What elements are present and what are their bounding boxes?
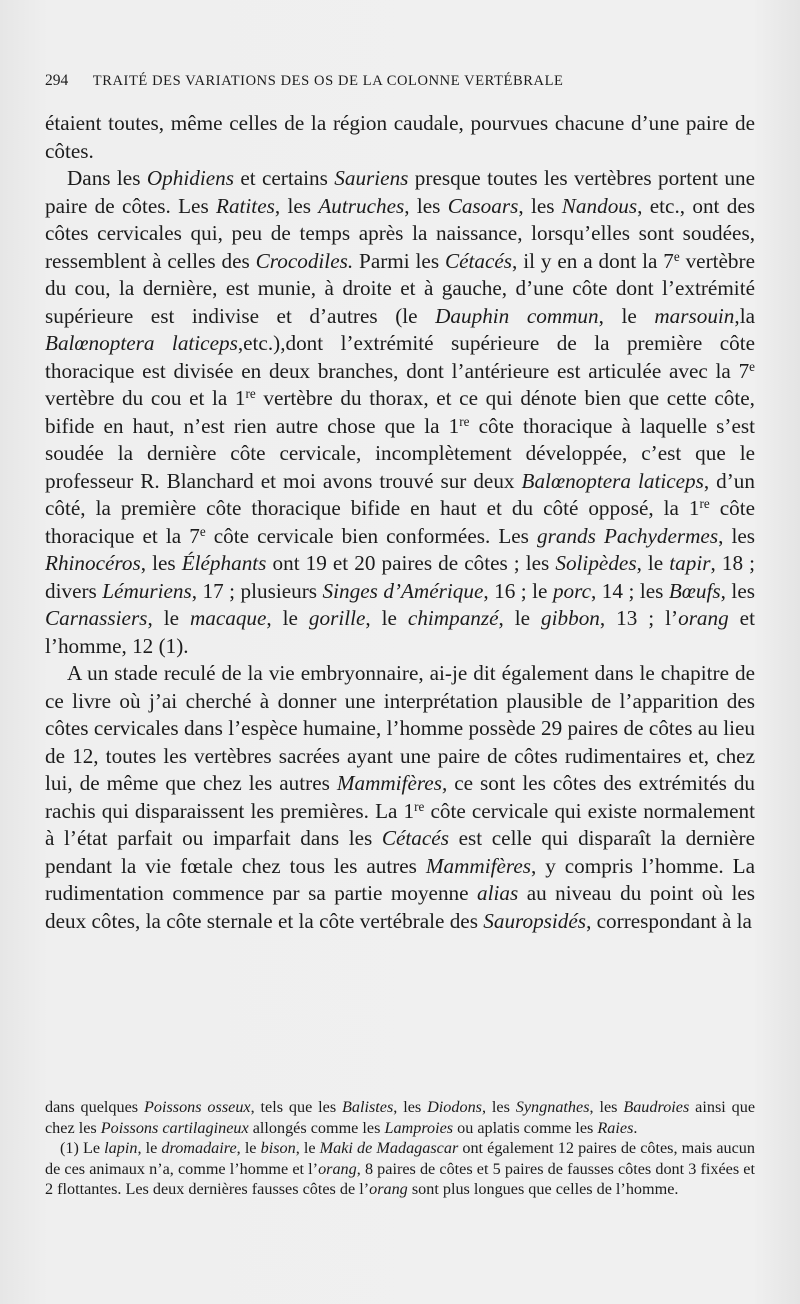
italic-term: marsouin <box>654 303 735 328</box>
italic-term: Nandous <box>561 193 638 218</box>
italic-term: Crocodiles. <box>255 248 354 273</box>
ordinal-superscript: e <box>199 523 206 539</box>
italic-term: lapin <box>104 1139 138 1158</box>
running-title: TRAITÉ DES VARIATIONS DES OS DE LA COLONNE VERTÉBRALE <box>92 73 564 89</box>
text-run: , le <box>598 303 655 328</box>
text-run: , 16 ; le <box>483 578 553 603</box>
italic-term: dromadaire <box>161 1139 237 1158</box>
text-run: , le <box>236 1139 261 1158</box>
text-run: , les <box>589 1098 624 1116</box>
italic-term: gibbon <box>541 606 600 630</box>
italic-term: Dauphin commun <box>435 303 599 328</box>
italic-term: Lémuriens <box>102 578 192 603</box>
italic-term: Ratites <box>216 193 275 218</box>
text-run: , il y en a dont la 7 <box>512 248 674 273</box>
text-run: , les <box>393 1098 428 1116</box>
ordinal-superscript: re <box>414 798 425 814</box>
text-run: , le <box>636 551 670 575</box>
text-run: ont également 12 paires de côtes, mais aucun de ces animaux n’a, comme l’homme et l’ <box>45 1139 755 1178</box>
text-run: et l’homme, 12 (1). <box>45 606 755 658</box>
italic-term: Bœufs <box>668 578 721 603</box>
italic-term: Éléphants <box>181 551 267 575</box>
text-run: , 13 ; l’ <box>599 606 679 630</box>
italic-term: Lamproies <box>384 1118 454 1137</box>
text-run: vertèbre du thorax, et ce qui dénote bien que cette côte, bifide en haut, n’est rien autre chose que la 1 <box>45 386 755 438</box>
text-run: A un stade reculé de la vie embryonnaire, ai-je dit également dans le chapitre de ce livre où j’ai cherché à donner une interprétation plausible de l’apparition des côtes cervicales dans l’espèce humaine, l’homme possède 29 paires de côtes au lieu de 12, toutes les vertèbres sacrées ayant une paire de côtes rudimentaires et, chez lui, de même que chez les autres <box>45 661 755 795</box>
text-run: vertèbre du cou, la dernière, est munie, à droite et à gauche, d’une côte dont l’extrémité supérieure est indivise et d’autres (le <box>45 248 755 328</box>
paragraph-embryonic-stage <box>45 660 755 935</box>
text-run: , les <box>140 551 182 575</box>
italic-term: alias <box>477 881 519 905</box>
italic-term: macaque <box>189 606 267 630</box>
italic-term: Singes d’Amérique <box>322 578 484 603</box>
italic-term: orang <box>318 1159 357 1178</box>
italic-term: Poissons osseux <box>143 1098 251 1116</box>
italic-term: porc <box>552 578 592 603</box>
paragraph-continuation <box>45 110 755 165</box>
text-run: côte thoracique à laquelle s’est soudée la dernière côte cervicale, incomplètement développée, c’est que le professeur R. Blanchard et moi avons trouvé sur deux <box>45 413 755 493</box>
italic-term: Cétacés <box>444 248 513 273</box>
text-run: ,la <box>734 303 755 328</box>
text-run: , 17 ; plusieurs <box>191 578 323 603</box>
text-run: , les <box>404 193 448 218</box>
italic-term: Raies <box>597 1118 634 1137</box>
footnotes <box>45 1097 755 1200</box>
text-run: étaient toutes, même celles de la région caudale, pourvues chacune d’une paire de côtes. <box>45 111 755 163</box>
text-run: presque toutes les vertèbres portent une paire de côtes. Les <box>45 166 755 218</box>
text-run: , le <box>295 1139 320 1158</box>
text-run: , les <box>274 193 319 218</box>
italic-term: Syngnathes <box>515 1098 590 1116</box>
italic-term: orang <box>369 1180 408 1199</box>
ordinal-superscript: e <box>749 358 755 374</box>
text-run: ce sont les côtes des extrémités du rachis qui disparaissent les premières. La 1 <box>45 771 756 823</box>
text-run: et certains <box>233 166 335 190</box>
text-run: , y compris l’homme. La rudimentation commence par sa partie moyenne <box>45 853 755 905</box>
text-run: Parmi les <box>353 248 445 273</box>
text-run: , 8 paires de côtes et 5 paires de fausses côtes dont 3 fixées et 2 flottantes. Les deux dernières fausses côtes de l’ <box>45 1159 755 1199</box>
text-run: , le <box>498 606 542 630</box>
italic-term: Mammifères, <box>336 771 448 795</box>
ordinal-superscript: re <box>245 385 256 401</box>
italic-term: Balistes <box>342 1098 394 1116</box>
text-run: , tels que les <box>250 1098 343 1116</box>
text-run: , 18 ; divers <box>45 551 755 603</box>
italic-term: Cétacés <box>381 826 449 850</box>
italic-term: Balœnoptera laticeps <box>521 468 704 493</box>
text-run: est celle qui disparaît la dernière pendant la vie fœtale chez tous les autres <box>45 826 755 878</box>
page-number: 294 <box>45 72 69 89</box>
footnote-continuation <box>45 1097 755 1138</box>
text-run: , le <box>147 606 190 630</box>
text-run: , les <box>718 523 755 548</box>
italic-term: Sauriens <box>334 166 409 190</box>
italic-term: Rhinocéros <box>45 551 141 575</box>
running-header <box>45 72 564 90</box>
italic-term: bison <box>260 1139 296 1158</box>
text-run: au niveau du point où les deux côtes, la côte sternale et la côte vertébrale des <box>45 881 755 933</box>
text-run: , les <box>481 1098 516 1116</box>
text-run: , le <box>365 606 408 630</box>
main-text <box>45 110 755 935</box>
italic-term: Autruches <box>318 193 405 218</box>
italic-term: Mammifères <box>425 853 531 878</box>
text-run: (1) Le <box>60 1139 105 1158</box>
text-run: sont plus longues que celles de l’homme. <box>407 1180 679 1199</box>
ordinal-superscript: re <box>699 495 710 511</box>
text-run: , etc., ont des côtes cervicales qui, peu de temps après la naissance, lorsqu’elles sont soudées, ressemblent à celles des <box>45 193 755 273</box>
paragraph-ophidiens <box>45 165 755 660</box>
text-run: , le <box>137 1139 162 1158</box>
text-run: , d’un côté, la première côte thoracique bifide en haut et du côté opposé, la 1 <box>45 468 755 520</box>
text-run: , les <box>720 578 755 603</box>
italic-term: Solipèdes <box>555 551 637 575</box>
text-run: dans quelques <box>45 1098 144 1116</box>
text-run: vertèbre du cou et la 1 <box>45 386 246 410</box>
text-run: Dans les <box>67 166 147 190</box>
ordinal-superscript: re <box>459 413 470 429</box>
text-run: , le <box>266 606 309 630</box>
italic-term: orang <box>678 606 729 630</box>
italic-term: Ophidiens <box>146 166 234 190</box>
text-run: allongés comme les <box>248 1118 385 1137</box>
italic-term: Carnassiers <box>45 606 148 630</box>
text-run: ont 19 et 20 paires de côtes ; les <box>266 551 556 575</box>
italic-term: Baudroies <box>623 1098 690 1116</box>
text-run: côte thoracique et la 7 <box>45 496 755 548</box>
text-run: ainsi que chez les <box>45 1098 755 1137</box>
text-run: , les <box>518 193 562 218</box>
italic-term: Casoars <box>447 193 519 218</box>
italic-term: Poissons cartilagineux <box>100 1118 249 1137</box>
italic-term: Maki de Madagascar <box>319 1139 459 1158</box>
text-run: , 14 ; les <box>591 578 669 603</box>
italic-term: Balœnoptera laticeps <box>45 331 238 355</box>
italic-term: gorille <box>308 606 366 630</box>
text-run: ,etc.),dont l’extrémité supérieure de la première côte thoracique est divisée en deux branches, dont l’antérieure est articulée avec la 7 <box>45 331 755 383</box>
text-run: ou aplatis comme les <box>453 1118 598 1137</box>
italic-term: chimpanzé <box>407 606 499 630</box>
italic-term: Sauropsidés <box>483 908 587 933</box>
italic-term: grands Pachydermes <box>537 523 719 548</box>
italic-term: tapir <box>669 551 711 575</box>
ordinal-superscript: e <box>673 248 680 264</box>
text-run: côte cervicale bien conformées. Les <box>205 523 538 548</box>
italic-term: Diodons <box>427 1098 482 1116</box>
text-run: , correspondant à la <box>586 908 752 933</box>
text-run: côte cervicale qui existe normalement à l’état parfait ou imparfait dans les <box>45 798 755 850</box>
text-run: . <box>633 1118 638 1137</box>
footnote-1 <box>45 1138 755 1200</box>
